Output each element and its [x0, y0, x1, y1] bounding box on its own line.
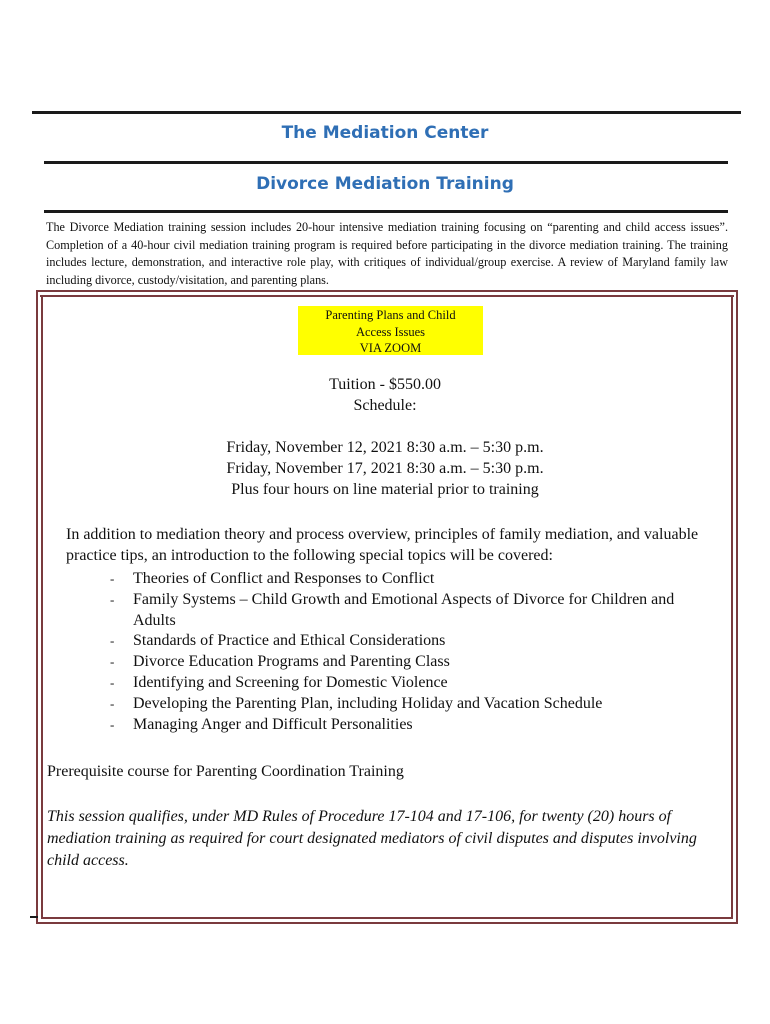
list-item: - Identifying and Screening for Domestic Violence [110, 673, 710, 694]
rule-under-organization [44, 161, 728, 164]
page-title: Divorce Mediation Training [256, 174, 514, 194]
schedule-line-3: Plus four hours on line material prior to training [231, 481, 539, 498]
rule-under-title [44, 210, 728, 213]
bullet-dash: - [110, 591, 115, 607]
schedule-label: Schedule: [353, 397, 417, 414]
intro-paragraph: The Divorce Mediation training session includes 20-hour intensive mediation training focusing on “parenting and child access issues”. Completion of a 40-hour civil mediation training program is required before participating in the divorce mediation training. The training includes lecture, demonstration, and interactive role play, with critiques of individual/group exercise. A review of Maryland family law including divorce, custody/visitation, and parenting plans. [46, 220, 728, 287]
tuition: Tuition - $550.00 [329, 376, 441, 393]
bullet-dash: - [110, 633, 115, 649]
bullet-dash: - [110, 654, 115, 670]
zoom-highlight-box [298, 306, 483, 355]
bullet-dash: - [110, 571, 115, 586]
overview-paragraph: In addition to mediation theory and process overview, principles of family mediation, and valuable practice tips, an introduction to the following special topics will be covered: [66, 526, 699, 564]
bullet-dash: - [110, 716, 115, 732]
list-item: - Family Systems – Child Growth and Emotional Aspects of Divorce for Children and Adults [110, 590, 675, 629]
qualification-statement: This session qualifies, under MD Rules of Procedure 17-104 and 17-106, for twenty (20) hours of mediation training as required for court designated mediators of civil disputes and disputes involving child access. [47, 808, 697, 869]
highlight-line-2: Access Issues [355, 324, 426, 339]
bullet-dash: - [110, 695, 115, 711]
topics-list [110, 569, 710, 735]
organization-title: The Mediation Center [281, 123, 489, 143]
schedule-line-1: Friday, November 12, 2021 8:30 a.m. – 5:30 p.m. [226, 439, 544, 456]
top-rule [32, 111, 741, 114]
bullet-dash: - [110, 674, 115, 690]
list-item: - Divorce Education Programs and Parenting Class [110, 652, 710, 673]
list-item: - Managing Anger and Difficult Personalities [110, 715, 710, 736]
prerequisite-note: Prerequisite course for Parenting Coordination Training [47, 763, 404, 780]
highlight-line-3: VIA ZOOM [359, 341, 422, 355]
highlight-line-1: Parenting Plans and Child [325, 308, 456, 322]
list-item: - Theories of Conflict and Responses to Conflict [110, 569, 710, 590]
schedule-line-2: Friday, November 17, 2021 8:30 a.m. – 5:30 p.m. [226, 460, 544, 477]
list-item: - Developing the Parenting Plan, including Holiday and Vacation Schedule [110, 694, 710, 715]
list-item: - Standards of Practice and Ethical Considerations [110, 631, 710, 652]
